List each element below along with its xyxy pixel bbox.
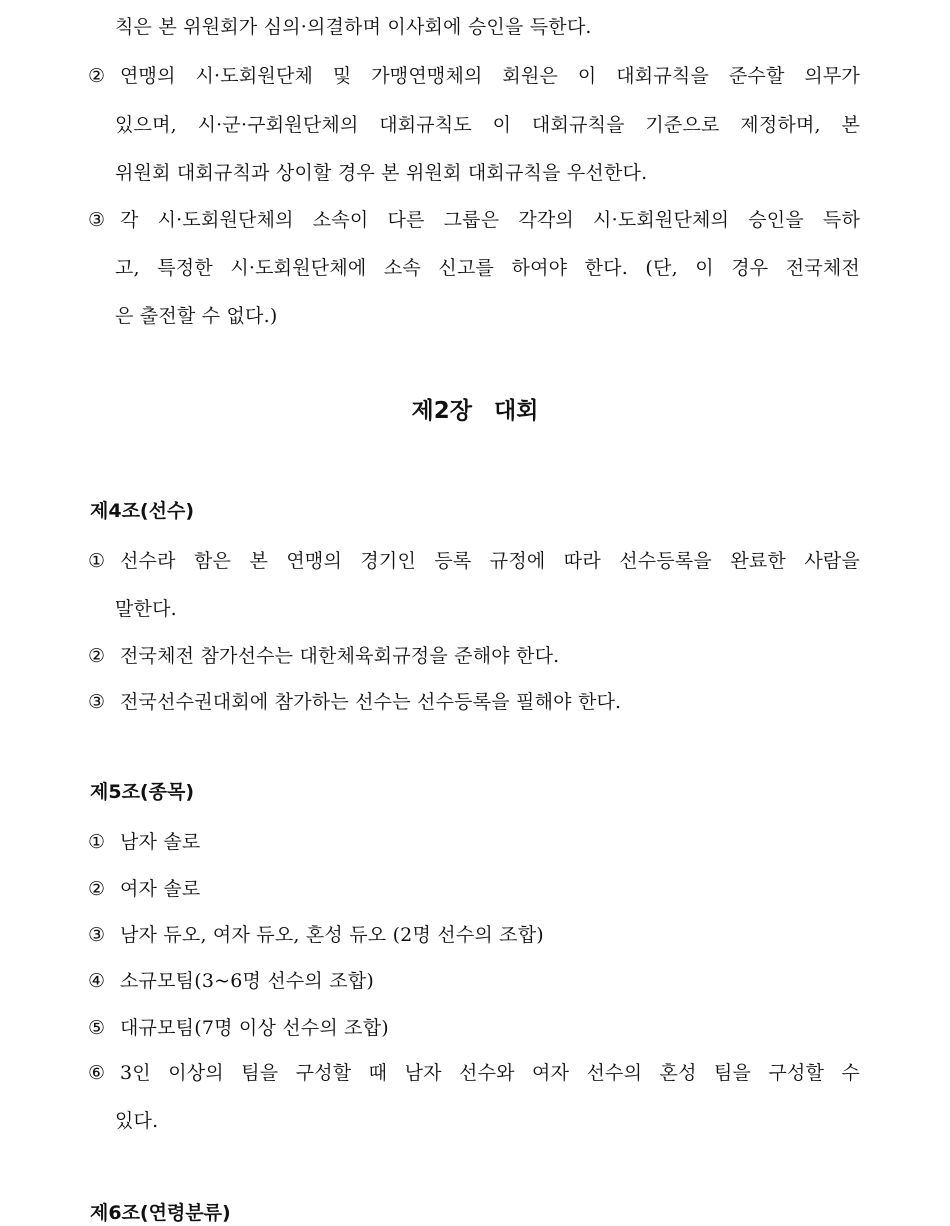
item-number: ②: [88, 65, 106, 87]
item-line: 전국선수권대회에 참가하는 선수는 선수등록을 필해야 한다.: [120, 691, 622, 713]
item-line: 남자 솔로: [120, 831, 201, 853]
item-line: 소규모팀(3~6명 선수의 조합): [120, 970, 374, 992]
item-line: 3인 이상의 팀을 구성할 때 남자 선수와 여자 선수의 혼성 팀을 구성할 수: [120, 1062, 860, 1084]
item-line: 연맹의 시·도회원단체 및 가맹연맹체의 회원은 이 대회규칙을 준수할 의무가: [120, 65, 860, 87]
article-heading: 제6조(연령분류): [90, 1202, 231, 1224]
item-line: 각 시·도회원단체의 소속이 다른 그룹은 각각의 시·도회원단체의 승인을 득하: [120, 209, 860, 231]
item-number: ⑥: [88, 1062, 106, 1084]
item-line: 여자 솔로: [120, 878, 201, 900]
item-number: ⑤: [88, 1017, 106, 1039]
item-line: 선수라 함은 본 연맹의 경기인 등록 규정에 따라 선수등록을 완료한 사람을: [120, 550, 860, 572]
paragraph-continuation: 칙은 본 위원회가 심의·의결하며 이사회에 승인을 득한다.: [115, 16, 592, 38]
item-number: ①: [88, 550, 106, 572]
item-number: ③: [88, 691, 106, 713]
article-heading: 제4조(선수): [90, 500, 195, 522]
item-line: 말한다.: [115, 598, 177, 620]
item-number: ③: [88, 209, 106, 231]
item-line: 은 출전할 수 없다.): [115, 305, 278, 327]
item-number: ②: [88, 645, 106, 667]
item-line: 남자 듀오, 여자 듀오, 혼성 듀오 (2명 선수의 조합): [120, 924, 544, 946]
article-heading: 제5조(종목): [90, 781, 195, 803]
item-line: 전국체전 참가선수는 대한체육회규정을 준해야 한다.: [120, 645, 560, 667]
item-line: 위원회 대회규칙과 상이할 경우 본 위원회 대회규칙을 우선한다.: [115, 162, 648, 184]
item-line: 있다.: [115, 1110, 159, 1132]
item-line: 고, 특정한 시·도회원단체에 소속 신고를 하여야 한다. (단, 이 경우 전국체전: [115, 257, 860, 279]
chapter-title: 제2장 대회: [411, 398, 539, 424]
item-number: ④: [88, 970, 106, 992]
item-line: 대규모팀(7명 이상 선수의 조합): [120, 1017, 389, 1039]
item-number: ③: [88, 924, 106, 946]
item-number: ②: [88, 878, 106, 900]
item-number: ①: [88, 831, 106, 853]
item-line: 있으며, 시·군·구회원단체의 대회규칙도 이 대회규칙을 기준으로 제정하며, 본: [115, 114, 860, 136]
